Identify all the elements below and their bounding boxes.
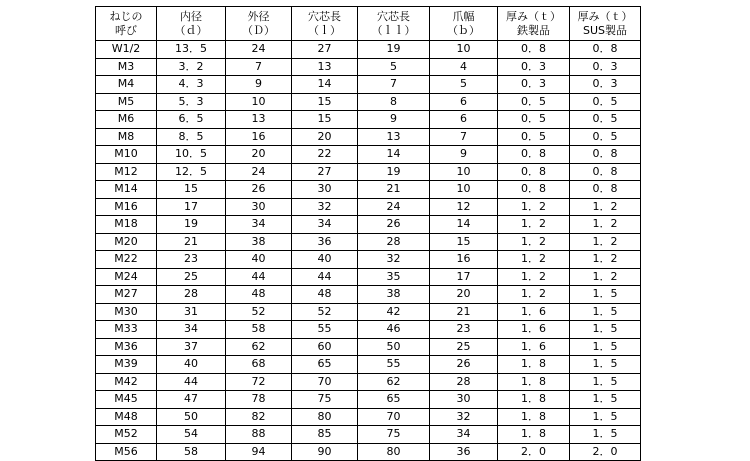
- table-body: [96, 41, 641, 461]
- outer-diameter-cell: 7: [226, 58, 292, 76]
- hole-center-length-cell: 60: [292, 338, 358, 356]
- inner-diameter-cell: 8．5: [157, 128, 226, 146]
- thickness-sus-cell: 0．8: [570, 181, 641, 199]
- outer-diameter-cell: 24: [226, 163, 292, 181]
- outer-diameter-cell: 62: [226, 338, 292, 356]
- tab-width-cell: 7: [430, 128, 498, 146]
- thickness-sus-cell: 2．0: [570, 443, 641, 461]
- tab-width-cell: 16: [430, 251, 498, 269]
- thickness-sus-cell: 0．5: [570, 111, 641, 129]
- table-row: [96, 408, 641, 426]
- thickness-steel-cell: 1．8: [498, 426, 570, 444]
- tab-width-cell: 25: [430, 338, 498, 356]
- tab-width-cell: 26: [430, 356, 498, 374]
- hole-center-length-cell: 40: [292, 251, 358, 269]
- inner-diameter-cell: 25: [157, 268, 226, 286]
- inner-diameter-cell: 19: [157, 216, 226, 234]
- tab-width-cell: 28: [430, 373, 498, 391]
- thickness-sus-cell: 1．5: [570, 338, 641, 356]
- thickness-steel-cell: 0．3: [498, 58, 570, 76]
- thickness-sus-cell: 0．5: [570, 93, 641, 111]
- thickness-steel-cell: 0．5: [498, 93, 570, 111]
- thickness-steel-cell: 1．8: [498, 391, 570, 409]
- inner-diameter-cell: 6．5: [157, 111, 226, 129]
- table-row: [96, 216, 641, 234]
- nominal-size-cell: M33: [96, 321, 157, 339]
- inner-diameter-cell: 13．5: [157, 41, 226, 59]
- hole-center-length-ll-cell: 5: [358, 58, 430, 76]
- nominal-size-cell: M20: [96, 233, 157, 251]
- hole-center-length-ll-cell: 19: [358, 41, 430, 59]
- hole-center-length-ll-cell: 46: [358, 321, 430, 339]
- outer-diameter-cell: 38: [226, 233, 292, 251]
- table-row: [96, 198, 641, 216]
- header-line-1: 穴芯長: [377, 9, 410, 23]
- thickness-steel-cell: 0．5: [498, 111, 570, 129]
- inner-diameter-cell: 37: [157, 338, 226, 356]
- hole-center-length-cell: 34: [292, 216, 358, 234]
- table-row: [96, 181, 641, 199]
- hole-center-length-cell: 80: [292, 408, 358, 426]
- thickness-sus-cell: 1．2: [570, 198, 641, 216]
- hole-center-length-cell: 44: [292, 268, 358, 286]
- outer-diameter-cell: 48: [226, 286, 292, 304]
- thickness-steel-cell: 1．6: [498, 303, 570, 321]
- header-line-1: 爪幅: [452, 9, 475, 23]
- nominal-size-cell: M8: [96, 128, 157, 146]
- hole-center-length-cell: 52: [292, 303, 358, 321]
- header-line-1: 穴芯長: [308, 9, 341, 23]
- header-row: [96, 7, 641, 41]
- tab-width-cell: 32: [430, 408, 498, 426]
- table-row: [96, 286, 641, 304]
- hole-center-length-ll-cell: 28: [358, 233, 430, 251]
- outer-diameter-cell: 68: [226, 356, 292, 374]
- dimension-table: [95, 6, 641, 461]
- thickness-steel-cell: 1．2: [498, 233, 570, 251]
- thickness-sus-cell: 1．5: [570, 303, 641, 321]
- thickness-steel-cell: 1．2: [498, 251, 570, 269]
- nominal-size-cell: M16: [96, 198, 157, 216]
- hole-center-length-cell: 27: [292, 41, 358, 59]
- nominal-size-cell: M22: [96, 251, 157, 269]
- hole-center-length-cell: 32: [292, 198, 358, 216]
- table-row: [96, 391, 641, 409]
- header-line-2: 鉄製品: [517, 23, 550, 37]
- tab-width-cell: 6: [430, 93, 498, 111]
- hole-center-length-ll-cell: 32: [358, 251, 430, 269]
- hole-center-length-ll-cell: 65: [358, 391, 430, 409]
- thickness-steel-cell: 0．3: [498, 76, 570, 94]
- header-line-2: （Ｄ）: [242, 23, 275, 37]
- inner-diameter-cell: 23: [157, 251, 226, 269]
- table-row: [96, 233, 641, 251]
- inner-diameter-cell: 31: [157, 303, 226, 321]
- nominal-size-cell: M30: [96, 303, 157, 321]
- header-line-1: 厚み（ｔ）: [577, 9, 633, 23]
- inner-diameter-cell: 44: [157, 373, 226, 391]
- thickness-sus-cell: 1．2: [570, 216, 641, 234]
- thickness-steel-header: [498, 7, 570, 41]
- inner-diameter-cell: 50: [157, 408, 226, 426]
- tab-width-cell: 5: [430, 76, 498, 94]
- thickness-sus-cell: 1．2: [570, 268, 641, 286]
- table-row: [96, 268, 641, 286]
- outer-diameter-cell: 13: [226, 111, 292, 129]
- tab-width-cell: 20: [430, 286, 498, 304]
- thickness-steel-cell: 1．6: [498, 338, 570, 356]
- header-line-1: 厚み（ｔ）: [506, 9, 561, 23]
- outer-diameter-cell: 30: [226, 198, 292, 216]
- thickness-steel-cell: 1．8: [498, 356, 570, 374]
- nominal-size-cell: M36: [96, 338, 157, 356]
- thickness-sus-cell: 1．2: [570, 233, 641, 251]
- outer-diameter-cell: 26: [226, 181, 292, 199]
- thickness-sus-cell: 1．5: [570, 391, 641, 409]
- header-line-2: （ｌｌ）: [371, 23, 416, 37]
- outer-diameter-cell: 40: [226, 251, 292, 269]
- outer-diameter-cell: 78: [226, 391, 292, 409]
- hole-center-length-cell: 65: [292, 356, 358, 374]
- tab-width-cell: 9: [430, 146, 498, 164]
- nominal-size-cell: M18: [96, 216, 157, 234]
- tab-width-cell: 21: [430, 303, 498, 321]
- header-line-2: SUS製品: [582, 23, 628, 37]
- tab-width-cell: 4: [430, 58, 498, 76]
- tab-width-cell: 6: [430, 111, 498, 129]
- table-row: [96, 111, 641, 129]
- hole-center-length-ll-cell: 42: [358, 303, 430, 321]
- thickness-sus-cell: 1．2: [570, 251, 641, 269]
- inner-diameter-cell: 21: [157, 233, 226, 251]
- nominal-size-cell: M14: [96, 181, 157, 199]
- tab-width-cell: 10: [430, 41, 498, 59]
- outer-diameter-cell: 10: [226, 93, 292, 111]
- tab-width-cell: 15: [430, 233, 498, 251]
- thickness-steel-cell: 2．0: [498, 443, 570, 461]
- table-row: [96, 58, 641, 76]
- inner-diameter-cell: 15: [157, 181, 226, 199]
- tab-width-cell: 10: [430, 163, 498, 181]
- thickness-sus-cell: 0．8: [570, 41, 641, 59]
- inner-diameter-cell: 58: [157, 443, 226, 461]
- hole-center-length-ll-cell: 24: [358, 198, 430, 216]
- hole-center-length-cell: 15: [292, 111, 358, 129]
- nominal-size-cell: M39: [96, 356, 157, 374]
- tab-width-cell: 23: [430, 321, 498, 339]
- hole-center-length-cell: 13: [292, 58, 358, 76]
- hole-center-length-cell: 90: [292, 443, 358, 461]
- nominal-size-header: [96, 7, 157, 41]
- hole-center-length-ll-cell: 14: [358, 146, 430, 164]
- hole-center-length-cell: 15: [292, 93, 358, 111]
- hole-center-length-ll-cell: 19: [358, 163, 430, 181]
- thickness-steel-cell: 0．8: [498, 181, 570, 199]
- tab-width-cell: 36: [430, 443, 498, 461]
- hole-center-length-cell: 55: [292, 321, 358, 339]
- table-row: [96, 41, 641, 59]
- inner-diameter-cell: 3．2: [157, 58, 226, 76]
- hole-center-length-cell: 36: [292, 233, 358, 251]
- hole-center-length-ll-cell: 80: [358, 443, 430, 461]
- table-row: [96, 76, 641, 94]
- hole-center-length-cell: 27: [292, 163, 358, 181]
- table-row: [96, 321, 641, 339]
- table-header: [96, 7, 641, 41]
- tab-width-cell: 14: [430, 216, 498, 234]
- nominal-size-cell: M48: [96, 408, 157, 426]
- nominal-size-cell: M6: [96, 111, 157, 129]
- tab-width-cell: 12: [430, 198, 498, 216]
- inner-diameter-cell: 47: [157, 391, 226, 409]
- hole-center-length-ll-cell: 35: [358, 268, 430, 286]
- thickness-sus-cell: 1．5: [570, 356, 641, 374]
- hole-center-length-cell: 22: [292, 146, 358, 164]
- thickness-steel-cell: 1．6: [498, 321, 570, 339]
- inner-diameter-cell: 5．3: [157, 93, 226, 111]
- thickness-sus-cell: 1．5: [570, 286, 641, 304]
- nominal-size-cell: M27: [96, 286, 157, 304]
- table-row: [96, 356, 641, 374]
- tab-width-cell: 34: [430, 426, 498, 444]
- tab-width-cell: 17: [430, 268, 498, 286]
- inner-diameter-header: [157, 7, 226, 41]
- hole-center-length-ll-cell: 26: [358, 216, 430, 234]
- hole-center-length-ll-header: [358, 7, 430, 41]
- thickness-steel-cell: 1．2: [498, 216, 570, 234]
- inner-diameter-cell: 17: [157, 198, 226, 216]
- thickness-steel-cell: 0．8: [498, 163, 570, 181]
- nominal-size-cell: M56: [96, 443, 157, 461]
- header-line-2: （ｂ）: [447, 23, 480, 37]
- thickness-steel-cell: 1．2: [498, 198, 570, 216]
- nominal-size-cell: M10: [96, 146, 157, 164]
- nominal-size-cell: M5: [96, 93, 157, 111]
- hole-center-length-ll-cell: 50: [358, 338, 430, 356]
- table-row: [96, 443, 641, 461]
- hole-center-length-cell: 48: [292, 286, 358, 304]
- outer-diameter-cell: 82: [226, 408, 292, 426]
- table-row: [96, 163, 641, 181]
- table-row: [96, 128, 641, 146]
- outer-diameter-cell: 72: [226, 373, 292, 391]
- table-row: [96, 146, 641, 164]
- inner-diameter-cell: 34: [157, 321, 226, 339]
- nominal-size-cell: M24: [96, 268, 157, 286]
- spec-sheet: [95, 6, 640, 461]
- header-line-2: （ｌ）: [308, 23, 341, 37]
- thickness-sus-cell: 1．5: [570, 408, 641, 426]
- hole-center-length-ll-cell: 9: [358, 111, 430, 129]
- hole-center-length-ll-cell: 38: [358, 286, 430, 304]
- inner-diameter-cell: 40: [157, 356, 226, 374]
- header-line-2: （ｄ）: [174, 23, 208, 37]
- hole-center-length-cell: 14: [292, 76, 358, 94]
- thickness-steel-cell: 0．5: [498, 128, 570, 146]
- nominal-size-cell: M12: [96, 163, 157, 181]
- hole-center-length-ll-cell: 21: [358, 181, 430, 199]
- tab-width-cell: 30: [430, 391, 498, 409]
- hole-center-length-ll-cell: 62: [358, 373, 430, 391]
- nominal-size-cell: M45: [96, 391, 157, 409]
- table-row: [96, 426, 641, 444]
- header-line-1: ねじの: [109, 9, 143, 23]
- header-line-1: 外径: [247, 9, 270, 23]
- hole-center-length-cell: 20: [292, 128, 358, 146]
- thickness-sus-cell: 0．8: [570, 163, 641, 181]
- outer-diameter-cell: 9: [226, 76, 292, 94]
- hole-center-length-ll-cell: 55: [358, 356, 430, 374]
- thickness-sus-header: [570, 7, 641, 41]
- thickness-sus-cell: 1．5: [570, 373, 641, 391]
- inner-diameter-cell: 28: [157, 286, 226, 304]
- thickness-steel-cell: 0．8: [498, 41, 570, 59]
- hole-center-length-ll-cell: 13: [358, 128, 430, 146]
- nominal-size-cell: M4: [96, 76, 157, 94]
- thickness-sus-cell: 0．5: [570, 128, 641, 146]
- inner-diameter-cell: 4．3: [157, 76, 226, 94]
- hole-center-length-cell: 70: [292, 373, 358, 391]
- nominal-size-cell: M42: [96, 373, 157, 391]
- hole-center-length-cell: 30: [292, 181, 358, 199]
- outer-diameter-cell: 24: [226, 41, 292, 59]
- outer-diameter-cell: 94: [226, 443, 292, 461]
- outer-diameter-cell: 58: [226, 321, 292, 339]
- thickness-sus-cell: 0．3: [570, 76, 641, 94]
- hole-center-length-header: [292, 7, 358, 41]
- outer-diameter-cell: 88: [226, 426, 292, 444]
- header-line-1: 内径: [180, 9, 202, 23]
- table-row: [96, 251, 641, 269]
- nominal-size-cell: W1/2: [96, 41, 157, 59]
- outer-diameter-cell: 34: [226, 216, 292, 234]
- thickness-steel-cell: 1．8: [498, 408, 570, 426]
- hole-center-length-ll-cell: 7: [358, 76, 430, 94]
- outer-diameter-cell: 16: [226, 128, 292, 146]
- table-row: [96, 338, 641, 356]
- thickness-steel-cell: 1．8: [498, 373, 570, 391]
- thickness-sus-cell: 0．3: [570, 58, 641, 76]
- thickness-sus-cell: 1．5: [570, 426, 641, 444]
- thickness-sus-cell: 0．8: [570, 146, 641, 164]
- hole-center-length-cell: 75: [292, 391, 358, 409]
- tab-width-cell: 10: [430, 181, 498, 199]
- hole-center-length-ll-cell: 75: [358, 426, 430, 444]
- header-line-2: 呼び: [115, 23, 137, 37]
- tab-width-header: [430, 7, 498, 41]
- nominal-size-cell: M3: [96, 58, 157, 76]
- inner-diameter-cell: 12．5: [157, 163, 226, 181]
- inner-diameter-cell: 54: [157, 426, 226, 444]
- table-row: [96, 373, 641, 391]
- outer-diameter-header: [226, 7, 292, 41]
- thickness-steel-cell: 1．2: [498, 268, 570, 286]
- thickness-sus-cell: 1．5: [570, 321, 641, 339]
- outer-diameter-cell: 44: [226, 268, 292, 286]
- table-row: [96, 303, 641, 321]
- thickness-steel-cell: 1．2: [498, 286, 570, 304]
- nominal-size-cell: M52: [96, 426, 157, 444]
- hole-center-length-cell: 85: [292, 426, 358, 444]
- outer-diameter-cell: 20: [226, 146, 292, 164]
- hole-center-length-ll-cell: 8: [358, 93, 430, 111]
- inner-diameter-cell: 10．5: [157, 146, 226, 164]
- hole-center-length-ll-cell: 70: [358, 408, 430, 426]
- table-row: [96, 93, 641, 111]
- outer-diameter-cell: 52: [226, 303, 292, 321]
- thickness-steel-cell: 0．8: [498, 146, 570, 164]
